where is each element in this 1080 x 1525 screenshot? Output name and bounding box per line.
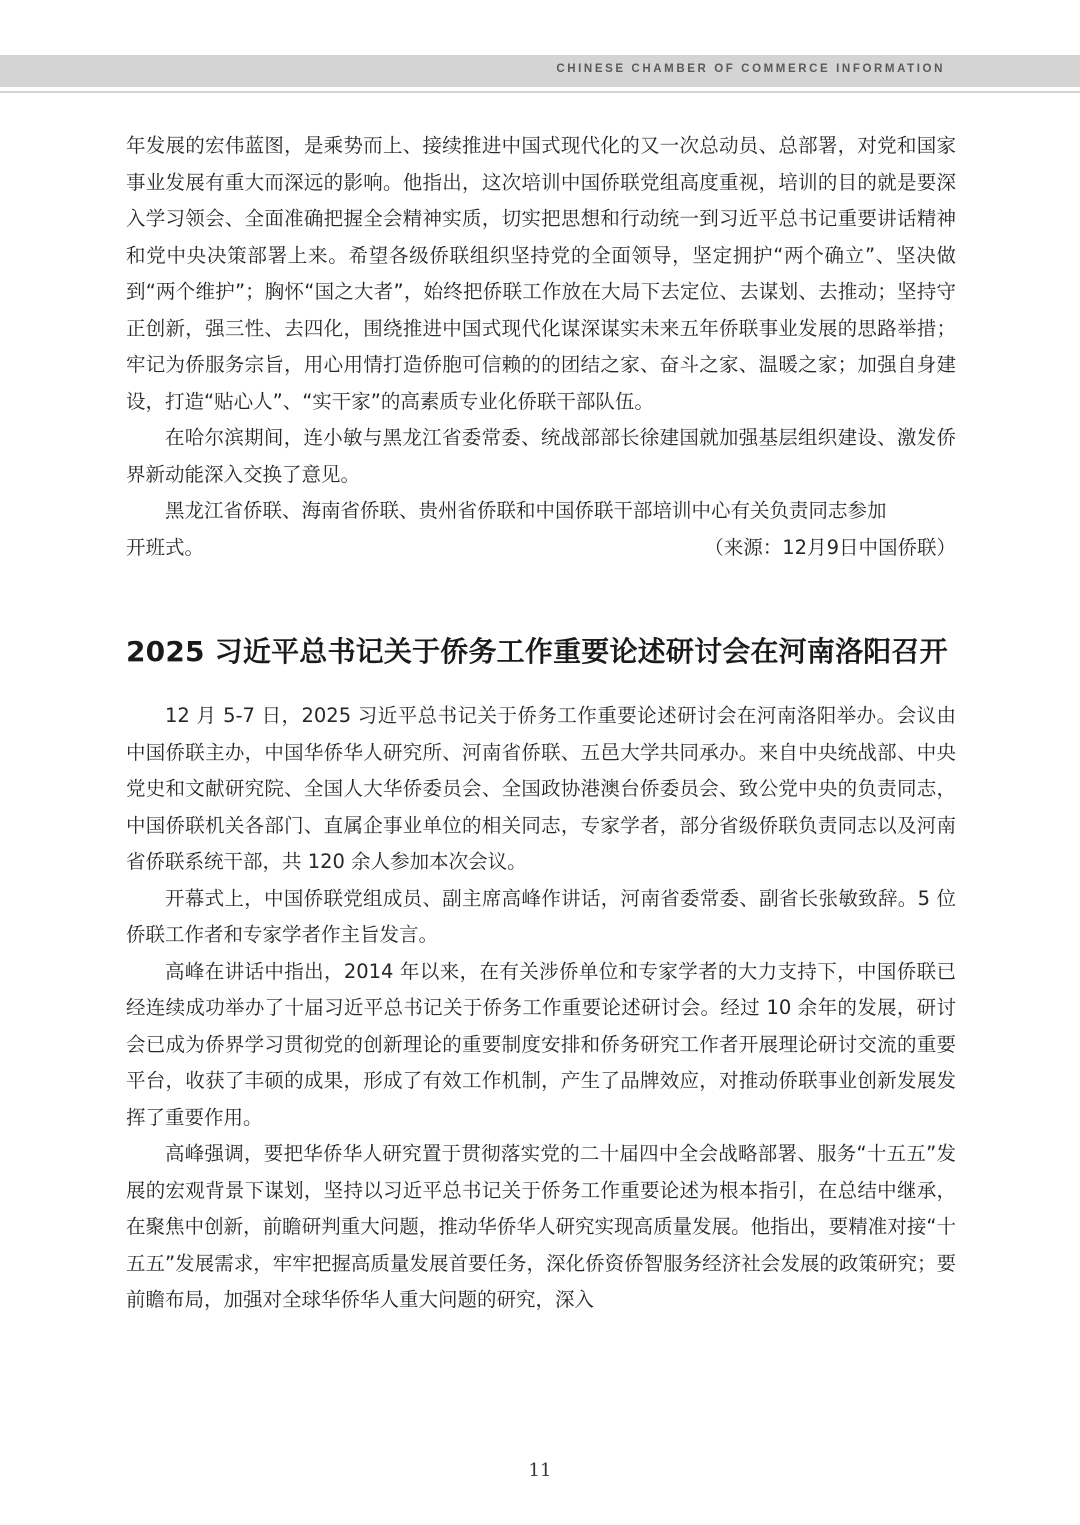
- article1-paragraph-2: 在哈尔滨期间，连小敏与黑龙江省委常委、统战部部长徐建国就加强基层组织建设、激发侨界新动能深入交换了意见。: [126, 426, 956, 486]
- article2-paragraph-4: 高峰强调，要把华侨华人研究置于贯彻落实党的二十届四中全会战略部署、服务“十五五”发展的宏观背景下谋划，坚持以习近平总书记关于侨务工作重要论述为根本指引，在总结中继承，在聚焦中创新，前瞻研判重大问题，推动华侨华人研究实现高质量发展。他指出，要精准对接“十五五”发展需求，牢牢把握高质量发展首要任务，深化侨资侨智服务经济社会发展的政策研究；要前瞻布局，加强对全球华侨华人重大问题的研究，深入: [126, 1142, 956, 1311]
- article2-title: 2025 习近平总书记关于侨务工作重要论述研讨会在河南洛阳召开: [126, 635, 948, 668]
- article1-paragraph-1: 年发展的宏伟蓝图，是乘势而上、接续推进中国式现代化的又一次总动员、总部署，对党和国家事业发展有重大而深远的影响。他指出，这次培训中国侨联党组高度重视，培训的目的就是要深入学习领会、全面准确把握全会精神实质，切实把思想和行动统一到习近平总书记重要讲话精神和党中央决策部署上来。希望各级侨联组织坚持党的全面领导，坚定拥护“两个确立”、坚决做到“两个维护”；胸怀“国之大者”，始终把侨联工作放在大局下去定位、去谋划、去推动；坚持守正创新，强三性、去四化，围绕推进中国式现代化谋深谋实未来五年侨联事业发展的思路举措；牢记为侨服务宗旨，用心用情打造侨胞可信赖的的团结之家、奋斗之家、温暖之家；加强自身建设，打造“贴心人”、“实干家”的高素质专业化侨联干部队伍。: [126, 134, 956, 413]
- header-rule: [0, 91, 1080, 93]
- article1-closing-line: [126, 530, 956, 567]
- article2-paragraph-3: 高峰在讲话中指出，2014 年以来，在有关涉侨单位和专家学者的大力支持下，中国侨联已经连续成功举办了十届习近平总书记关于侨务工作重要论述研讨会。经过 10 余年的发展，研讨会已成为侨界学习贯彻党的创新理论的重要制度安排和侨务研究工作者开展理论研讨交流的重要平台，收获了丰硕的成果，形成了有效工作机制，产生了品牌效应，对推动侨联事业创新发展发挥了重要作用。: [126, 959, 956, 1129]
- article1-paragraph-3: 黑龙江省侨联、海南省侨联、贵州省侨联和中国侨联干部培训中心有关负责同志参加: [165, 499, 887, 522]
- article2-paragraph-2: 开幕式上，中国侨联党组成员、副主席高峰作讲话，河南省委常委、副省长张敏致辞。5 位侨联工作者和专家学者作主旨发言。: [126, 886, 956, 946]
- page-number: 11: [528, 1460, 552, 1481]
- article1-source: （来源：12月9日中国侨联）: [704, 535, 956, 559]
- running-header: CHINESE CHAMBER OF COMMERCE INFORMATION: [556, 63, 945, 75]
- article2-paragraph-1: 12 月 5-7 日，2025 习近平总书记关于侨务工作重要论述研讨会在河南洛阳举办。会议由中国侨联主办，中国华侨华人研究所、河南省侨联、五邑大学共同承办。来自中央统战部、中央党史和文献研究院、全国人大华侨委员会、全国政协港澳台侨委员会、致公党中央的负责同志，中国侨联机关各部门、直属企事业单位的相关同志，专家学者，部分省级侨联负责同志以及河南省侨联系统干部，共 120 余人参加本次会议。: [126, 704, 956, 873]
- page-content: [126, 128, 956, 1319]
- article1-paragraph-3-end: 开班式。: [126, 535, 205, 559]
